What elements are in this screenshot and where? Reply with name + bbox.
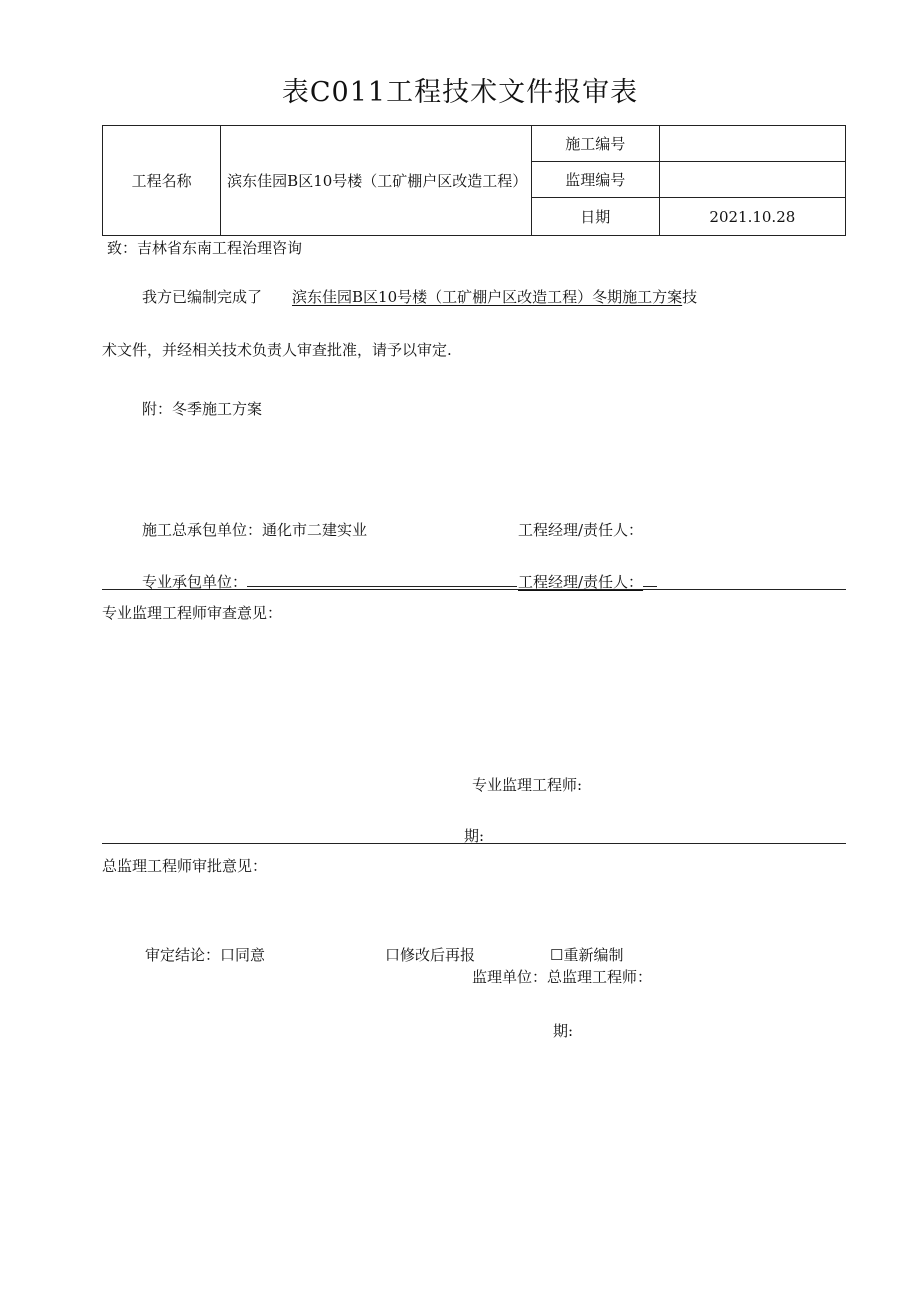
- date-label: 日期: [531, 198, 659, 236]
- supervision-no-label: 监理编号: [531, 162, 659, 198]
- statement-tail: 技: [682, 288, 698, 306]
- pm-label-1: 工程经理/责任人：: [518, 521, 644, 539]
- statement-document: 滨东佳园B区10号楼（工矿棚户区改造工程）冬期施工方案: [292, 288, 683, 306]
- section-divider-1: [102, 589, 846, 590]
- statement-line-1: [142, 286, 697, 307]
- general-contractor: 施工总承包单位：通化市二建实业: [142, 521, 368, 539]
- construction-no-value: [659, 126, 845, 162]
- supervision-no-value: [659, 162, 845, 198]
- statement-prefix: 我方已编制完成了: [142, 288, 263, 306]
- section-divider-2: [102, 843, 846, 844]
- conclusion-label: 审定结论：口同意: [145, 946, 266, 964]
- specialist-engineer-label: 专业监理工程师:: [472, 776, 583, 794]
- date-value: 2021.10.28: [659, 198, 845, 236]
- header-table: [102, 125, 846, 236]
- construction-no-label: 施工编号: [531, 126, 659, 162]
- specialist-date-label: 期:: [464, 827, 485, 845]
- pm-label-2: 工程经理/责任人：: [518, 573, 644, 591]
- chief-opinion-label: 总监理工程师审批意见：: [102, 857, 268, 875]
- page-title: 表C011工程技术文件报审表: [281, 77, 639, 108]
- option-revise-checkbox[interactable]: 口修改后再报: [385, 946, 476, 964]
- chief-date-label: 期:: [553, 1022, 574, 1040]
- supervision-unit-label: 监理单位：总监理工程师：: [472, 968, 653, 986]
- specialty-contractor-blank: [247, 572, 517, 587]
- specialty-contractor: 专业承包单位：: [142, 573, 248, 591]
- project-name-value: 滨东佳园B区10号楼（工矿棚户区改造工程）: [221, 126, 532, 236]
- statement-line-2: 术文件，并经相关技术负责人审查批准，请予以审定.: [102, 341, 452, 359]
- specialist-opinion-label: 专业监理工程师审查意见：: [102, 604, 283, 622]
- to-line: 致：吉林省东南工程治理咨询: [107, 239, 303, 257]
- option-redo-checkbox[interactable]: ☐重新编制: [550, 946, 624, 964]
- project-name-label: 工程名称: [103, 126, 221, 236]
- pm-blank-2: [643, 572, 657, 587]
- option-agree-checkbox[interactable]: 口同意: [220, 946, 266, 964]
- attachment-line: 附：冬季施工方案: [142, 400, 263, 418]
